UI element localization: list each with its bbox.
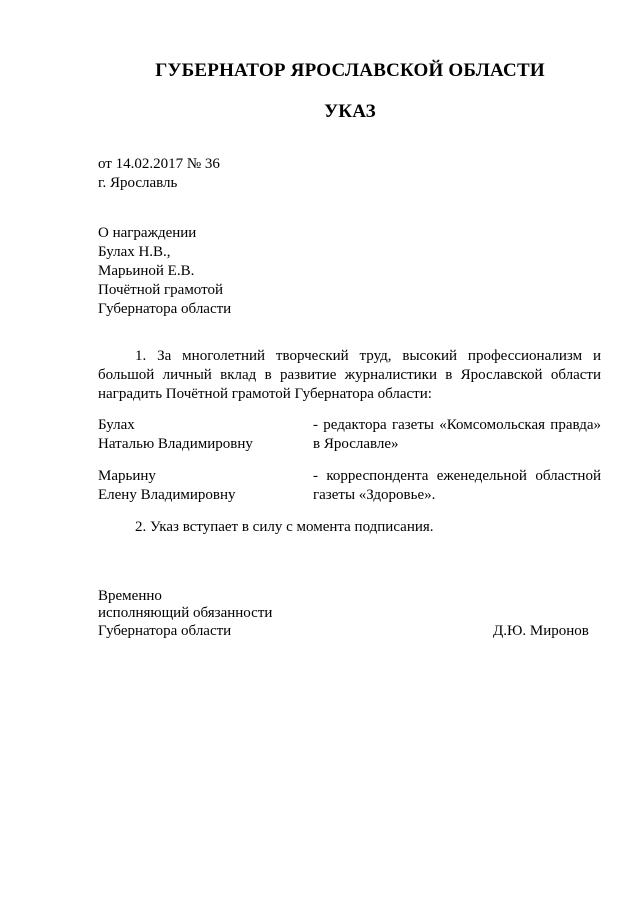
awardee-1-position: - редактора газеты «Комсомольская правда» в Ярославле» (313, 417, 601, 452)
subject-line: Губернатора области (98, 301, 232, 317)
awardee-1-given-names: Наталью Владимировну (98, 436, 253, 452)
signatory-title-line: Губернатора области (98, 623, 232, 639)
clause-1 (98, 347, 601, 404)
clause-1-text: 1. За многолетний творческий труд, высокий профессионализм и большой личный вклад в развитие журналистики в Ярославской области наградить Почётной грамотой Губернатора области: (98, 348, 601, 402)
subject-line: Почётной грамотой (98, 282, 223, 298)
awardee-1-surname: Булах (98, 417, 135, 433)
authority-title: ГУБЕРНАТОР ЯРОСЛАВСКОЙ ОБЛАСТИ (155, 60, 545, 81)
clause-2: 2. Указ вступает в силу с момента подписания. (135, 519, 434, 535)
signatory-name: Д.Ю. Миронов (493, 623, 589, 639)
subject-line: Марьиной Е.В. (98, 263, 195, 279)
document-type-title: УКАЗ (324, 101, 376, 122)
subject-line: Булах Н.В., (98, 244, 171, 260)
awardee-2-position: - корреспондента еженедельной областной газеты «Здоровье». (313, 468, 601, 503)
place-line: г. Ярославль (98, 175, 178, 191)
awardee-2-surname: Марьину (98, 468, 156, 484)
date-number-line: от 14.02.2017 № 36 (98, 156, 220, 172)
signatory-title-line: Временно (98, 588, 162, 604)
signatory-title-line: исполняющий обязанности (98, 605, 273, 621)
awardee-2-given-names: Елену Владимировну (98, 487, 236, 503)
subject-line: О награждении (98, 225, 197, 241)
